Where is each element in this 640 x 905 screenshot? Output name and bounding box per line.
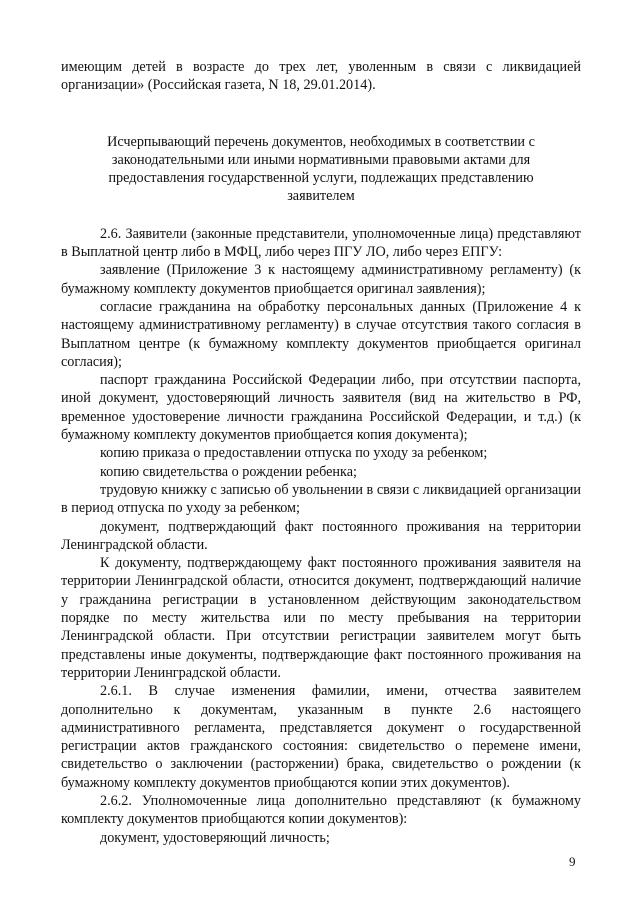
list-item-consent: согласие гражданина на обработку персональных данных (Приложение 4 к настоящему административному регламенту) в случае отсутствия такого согласия в Выплатном центре (к бумажному комплекту документов приобщается оригинал согласия); xyxy=(61,298,581,370)
paragraph-2-6-2: 2.6.2. Уполномоченные лица дополнительно представляют (к бумажному комплекту документов приобщаются копии документов): xyxy=(61,792,581,828)
list-item-leave-order: копию приказа о предоставлении отпуска по уходу за ребенком; xyxy=(100,445,488,462)
paragraph-residence-note: К документу, подтверждающему факт постоянного проживания заявителя на территории Ленинградской области, относится документ, подтверждающий наличие у гражданина регистрации в установленном действующим законодательством порядке по месту жительства или по месту пребывания на территории Ленинградской области. При отсутствии регистрации заявителем могут быть представлены иные документы, подтверждающие факт постоянного проживания на территории Ленинградской области. xyxy=(61,555,581,681)
list-item-residence-document: документ, подтверждающий факт постоянного проживания на территории Ленинградской области. xyxy=(61,518,581,553)
list-item-application: заявление (Приложение 3 к настоящему административному регламенту) (к бумажному комплекту документов приобщается оригинал заявления); xyxy=(61,262,581,297)
list-item-passport: паспорт гражданина Российской Федерации либо, при отсутствии паспорта, иной документ, удостоверяющий личность заявителя (вид на жительство в РФ, временное удостоверение личности гражданина Российской Федерации, и т.д.) (к бумажному комплекту документов приобщается копия документа); xyxy=(61,372,581,444)
section-heading xyxy=(73,133,569,206)
document-page xyxy=(61,58,581,847)
list-item-identity-document: документ, удостоверяющий личность; xyxy=(100,829,330,846)
list-item-employment-book: трудовую книжку с записью об увольнении в связи с ликвидацией организации в период отпуска по уходу за ребенком; xyxy=(61,481,581,517)
page-number: 9 xyxy=(569,854,576,869)
heading-line: Исчерпывающий перечень документов, необходимых в соответствии с xyxy=(107,133,535,150)
paragraph-2-6: 2.6. Заявители (законные представители, уполномоченные лица) представляют в Выплатной центр либо в МФЦ, либо через ПГУ ЛО, либо через ЕПГУ: xyxy=(61,225,581,261)
heading-line: законодательными или иными нормативными правовыми актами для xyxy=(111,151,531,168)
paragraph-2-6-1: 2.6.1. В случае изменения фамилии, имени, отчества заявителем дополнительно к документам, указанным в пункте 2.6 настоящего административного регламента, представляется документ о государственной регистрации актов гражданского состояния: свидетельство о перемене имени, свидетельство о заключении (расторжении) брака, свидетельство о рождении (к бумажному комплекту документов приобщаются копии этих документов). xyxy=(61,683,581,791)
intro-text: имеющим детей в возрасте до трех лет, уволенным в связи с ликвидацией организации» (Российская газета, N 18, 29.01.2014). xyxy=(61,59,581,94)
heading-line: заявителем xyxy=(287,188,355,205)
list-item-birth-certificate: копию свидетельства о рождении ребенка; xyxy=(100,463,357,480)
heading-line: предоставления государственной услуги, подлежащих представлению xyxy=(108,170,534,187)
